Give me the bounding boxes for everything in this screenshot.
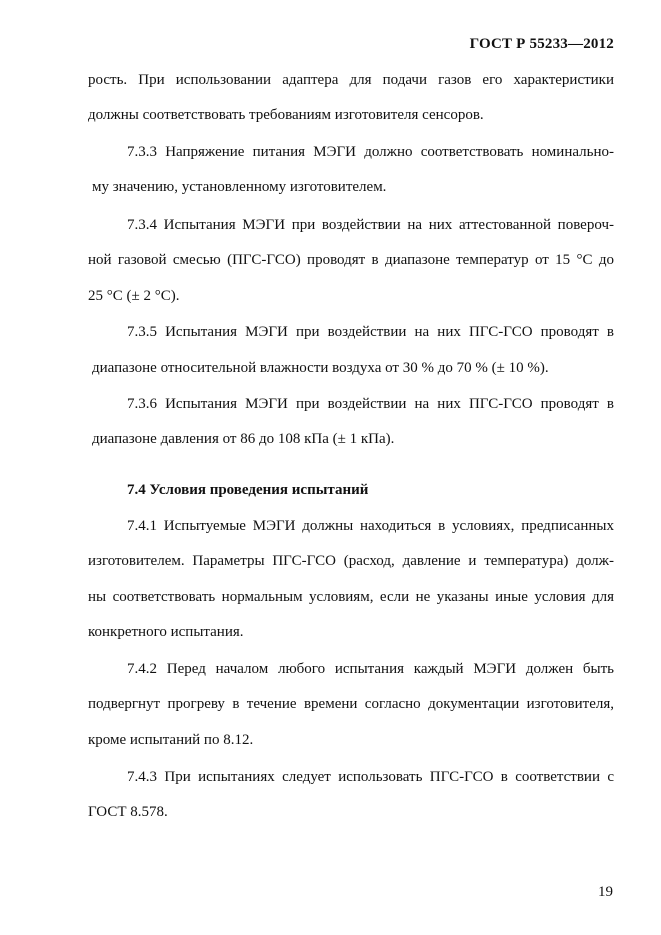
text-line: 7.4.3 При испытаниях следует использовать ПГС-ГСО в соответствии с xyxy=(127,769,614,785)
page-number: 19 xyxy=(598,884,613,900)
text-line: 7.3.6 Испытания МЭГИ при воздействии на них ПГС-ГСО проводят в xyxy=(127,396,614,412)
text-line: конкретного испытания. xyxy=(88,624,244,640)
text-line: рость. При использовании адаптера для подачи газов его характеристики xyxy=(88,72,614,88)
text-line: 7.3.4 Испытания МЭГИ при воздействии на них аттестованной повероч- xyxy=(127,217,614,233)
text-line: 7.3.5 Испытания МЭГИ при воздействии на них ПГС-ГСО проводят в xyxy=(127,324,614,340)
text-line: ГОСТ 8.578. xyxy=(88,804,168,820)
text-line: 25 °С (± 2 °С). xyxy=(88,288,180,304)
text-line: изготовителем. Параметры ПГС-ГСО (расход, давление и температура) долж- xyxy=(88,553,614,569)
text-line: диапазоне относительной влажности воздуха от 30 % до 70 % (± 10 %). xyxy=(92,360,549,376)
text-line: му значению, установленному изготовителем. xyxy=(92,179,387,195)
text-line: 7.4.2 Перед началом любого испытания каждый МЭГИ должен быть xyxy=(127,661,614,677)
text-line: диапазоне давления от 86 до 108 кПа (± 1 кПа). xyxy=(92,431,395,447)
text-line: 7.4.1 Испытуемые МЭГИ должны находиться в условиях, предписанных xyxy=(127,518,614,534)
text-line: должны соответствовать требованиям изготовителя сенсоров. xyxy=(88,107,484,123)
text-line: 7.3.3 Напряжение питания МЭГИ должно соответствовать номинально- xyxy=(127,144,614,160)
page-header: ГОСТ Р 55233—2012 xyxy=(469,36,614,52)
text-line: ны соответствовать нормальным условиям, если не указаны иные условия для xyxy=(88,589,614,605)
section-heading: 7.4 Условия проведения испытаний xyxy=(127,482,369,498)
text-line: подвергнут прогреву в течение времени согласно документации изготовителя, xyxy=(88,696,614,712)
text-line: ной газовой смесью (ПГС-ГСО) проводят в диапазоне температур от 15 °С до xyxy=(88,252,614,268)
text-line: кроме испытаний по 8.12. xyxy=(88,732,254,748)
